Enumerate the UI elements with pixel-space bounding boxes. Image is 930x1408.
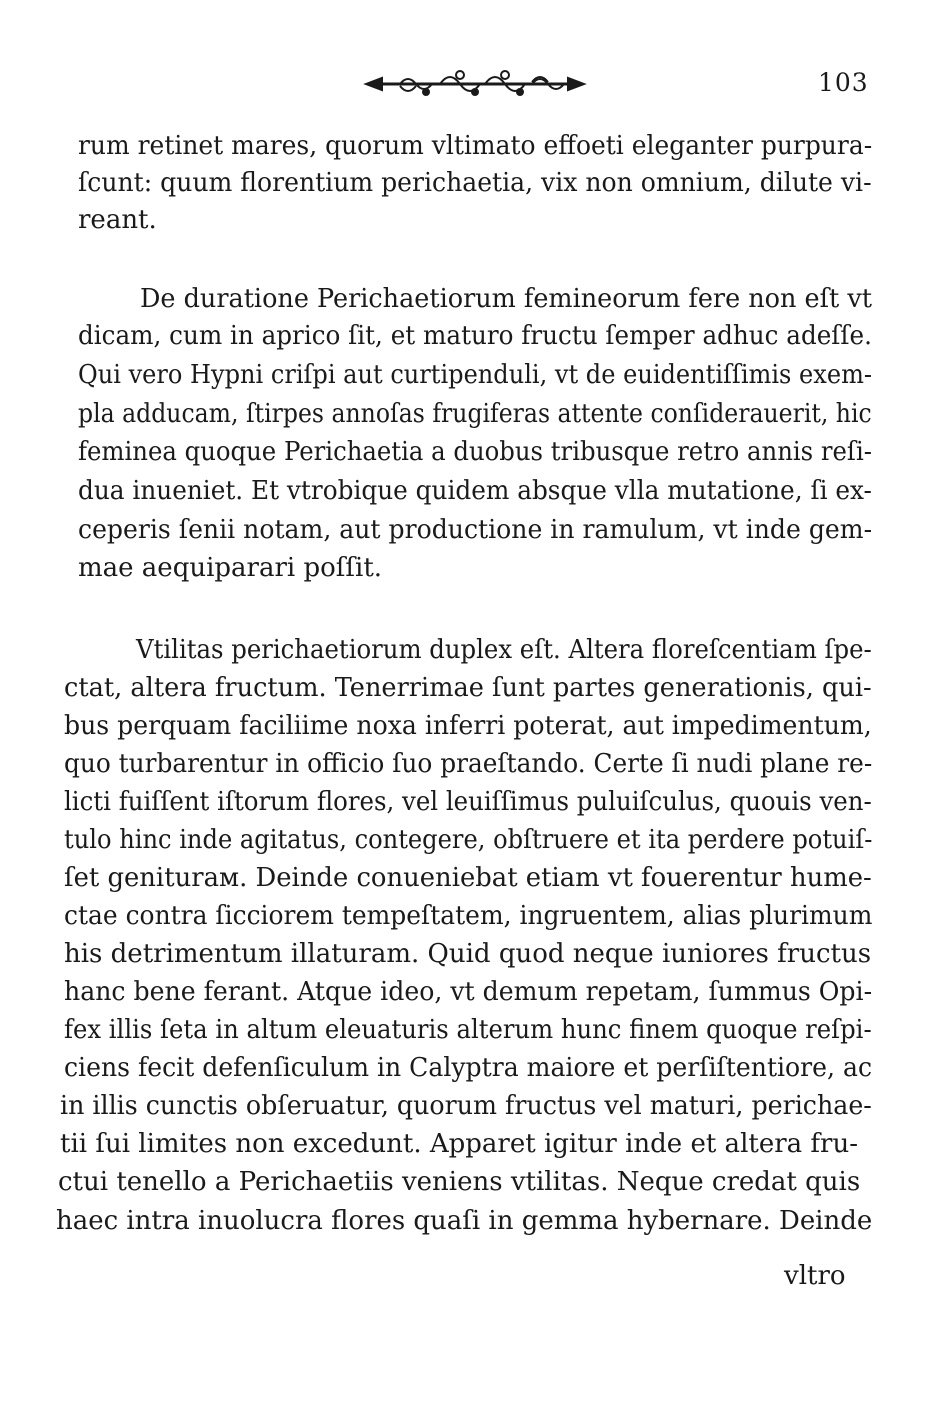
text-line: ctui tenello a Perichaetiis veniens vtilitas. Neque credat quis xyxy=(58,1167,861,1197)
text-line: ciens fecit defenſiculum in Calyptra maiore et perſiſtentiore, ac xyxy=(64,1053,873,1083)
page-number: 103 xyxy=(818,68,869,97)
header-ornament xyxy=(360,66,590,102)
text-line: bus perquam faciliime noxa inferri poterat, aut impedimentum, xyxy=(64,711,872,741)
text-line: Qui vero Hypni criſpi aut curtipenduli, vt de euidentiſſimis exem- xyxy=(78,360,873,390)
text-line: fex illis ſeta in altum eleuaturis alterum hunc finem quoque reſpi- xyxy=(64,1015,872,1045)
text-line: ctae contra ſicciorem tempeſtatem, ingruentem, alias plurimum xyxy=(64,901,873,931)
text-line: licti fuiſſent iſtorum flores, vel leuiſſimus puluiſculus, quouis ven- xyxy=(64,787,872,817)
text-line: haec intra inuolucra flores quaſi in gemma hybernare. Deinde xyxy=(56,1206,873,1236)
text-line: feminea quoque Perichaetia a duobus tribusque retro annis reſi- xyxy=(78,437,872,467)
text-line: hanc bene ferant. Atque ideo, vt demum repetam, ſummus Opi- xyxy=(64,977,873,1007)
text-line: dua inueniet. Et vtrobique quidem absque vlla mutatione, ſi ex- xyxy=(78,476,872,506)
text-line: ſcunt: quum florentium perichaetia, vix non omnium, dilute vi- xyxy=(78,168,872,198)
text-line: tii ſui limites non excedunt. Apparet igitur inde et altera fru- xyxy=(60,1129,858,1159)
catchword: vltro xyxy=(784,1261,846,1291)
text-line: in illis cunctis obſeruatur, quorum fructus vel maturi, perichae- xyxy=(60,1091,872,1121)
text-line: mae aequiparari poſſit. xyxy=(78,553,383,583)
text-line: quo turbarentur in officio ſuo praeſtando. Certe ſi nudi plane re- xyxy=(64,749,873,779)
text-line: ceperis ſenii notam, aut productione in ramulum, vt inde gem- xyxy=(78,515,873,545)
text-line: rum retinet mares, quorum vltimato effoeti eleganter purpura- xyxy=(78,131,873,161)
text-line: tulo hinc inde agitatus, contegere, obſtruere et ita perdere potuiſ- xyxy=(64,825,873,855)
text-line: ſet geniturам. Deinde conueniebat etiam vt fouerentur hume- xyxy=(64,863,872,893)
text-line: pla adducam, ſtirpes annoſas frugiferas attente conſiderauerit, hic xyxy=(78,399,872,429)
text-line: De duratione Perichaetiorum femineorum fere non eſt vt xyxy=(140,284,873,314)
text-line: reant. xyxy=(78,205,157,235)
text-line: his detrimentum illaturam. Quid quod neque iuniores fructus xyxy=(64,939,872,969)
text-line: dicam, cum in aprico ſit, et maturo fructu ſemper adhuc adeſſe. xyxy=(78,321,872,351)
text-line: ctat, altera fructum. Tenerrimae ſunt partes generationis, qui- xyxy=(64,673,872,703)
text-line: Vtilitas perichaetiorum duplex eſt. Altera floreſcentiam ſpe- xyxy=(136,635,872,665)
